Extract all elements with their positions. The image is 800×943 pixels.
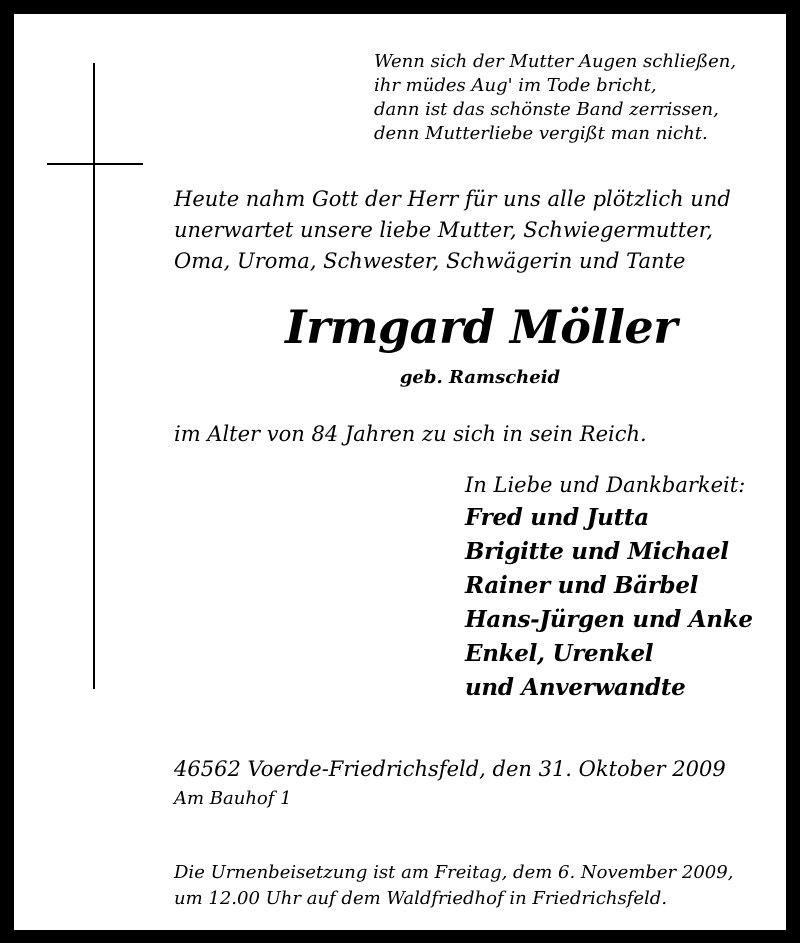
announcement-intro (174, 184, 731, 277)
deceased-name-block (14, 297, 800, 357)
cross-icon-horizontal-bar (47, 163, 143, 165)
mourner-name: Fred und Jutta (465, 504, 649, 531)
maiden-name-block (14, 366, 800, 390)
intro-line: Oma, Uroma, Schwester, Schwägerin und Tante (174, 249, 686, 273)
mourner-name: Brigitte und Michael (465, 538, 729, 565)
mourner-name: und Anverwandte (465, 674, 686, 701)
mourner-name: Rainer und Bärbel (465, 572, 699, 599)
mourners-heading: In Liebe und Dankbarkeit: (465, 473, 746, 497)
funeral-line: um 12.00 Uhr auf dem Waldfriedhof in Friedrichsfeld. (174, 888, 668, 909)
funeral-line: Die Urnenbeisetzung ist am Freitag, dem 6. November 2009, (174, 862, 734, 883)
maiden-name: geb. Ramscheid (399, 367, 561, 388)
mourners-list (465, 470, 753, 705)
mourner-name: Hans-Jürgen und Anke (465, 606, 753, 633)
funeral-details (174, 860, 733, 912)
intro-line: Heute nahm Gott der Herr für uns alle plötzlich und (174, 187, 731, 211)
poem-line: dann ist das schönste Band zerrissen, (374, 99, 719, 120)
intro-line: unerwartet unsere liebe Mutter, Schwiegermutter, (174, 218, 714, 242)
poem-line: ihr müdes Aug' im Tode bricht, (374, 75, 657, 96)
age-line: im Alter von 84 Jahren zu sich in sein Reich. (174, 422, 647, 446)
poem-line: denn Mutterliebe vergißt man nicht. (374, 123, 708, 144)
place-and-date: 46562 Voerde-Friedrichsfeld, den 31. Oktober 2009 (174, 757, 726, 781)
mourner-name: Enkel, Urenkel (465, 640, 654, 667)
poem (374, 50, 736, 146)
street-address: Am Bauhof 1 (174, 788, 292, 809)
deceased-name: Irmgard Möller (285, 300, 677, 354)
poem-line: Wenn sich der Mutter Augen schließen, (374, 51, 737, 72)
